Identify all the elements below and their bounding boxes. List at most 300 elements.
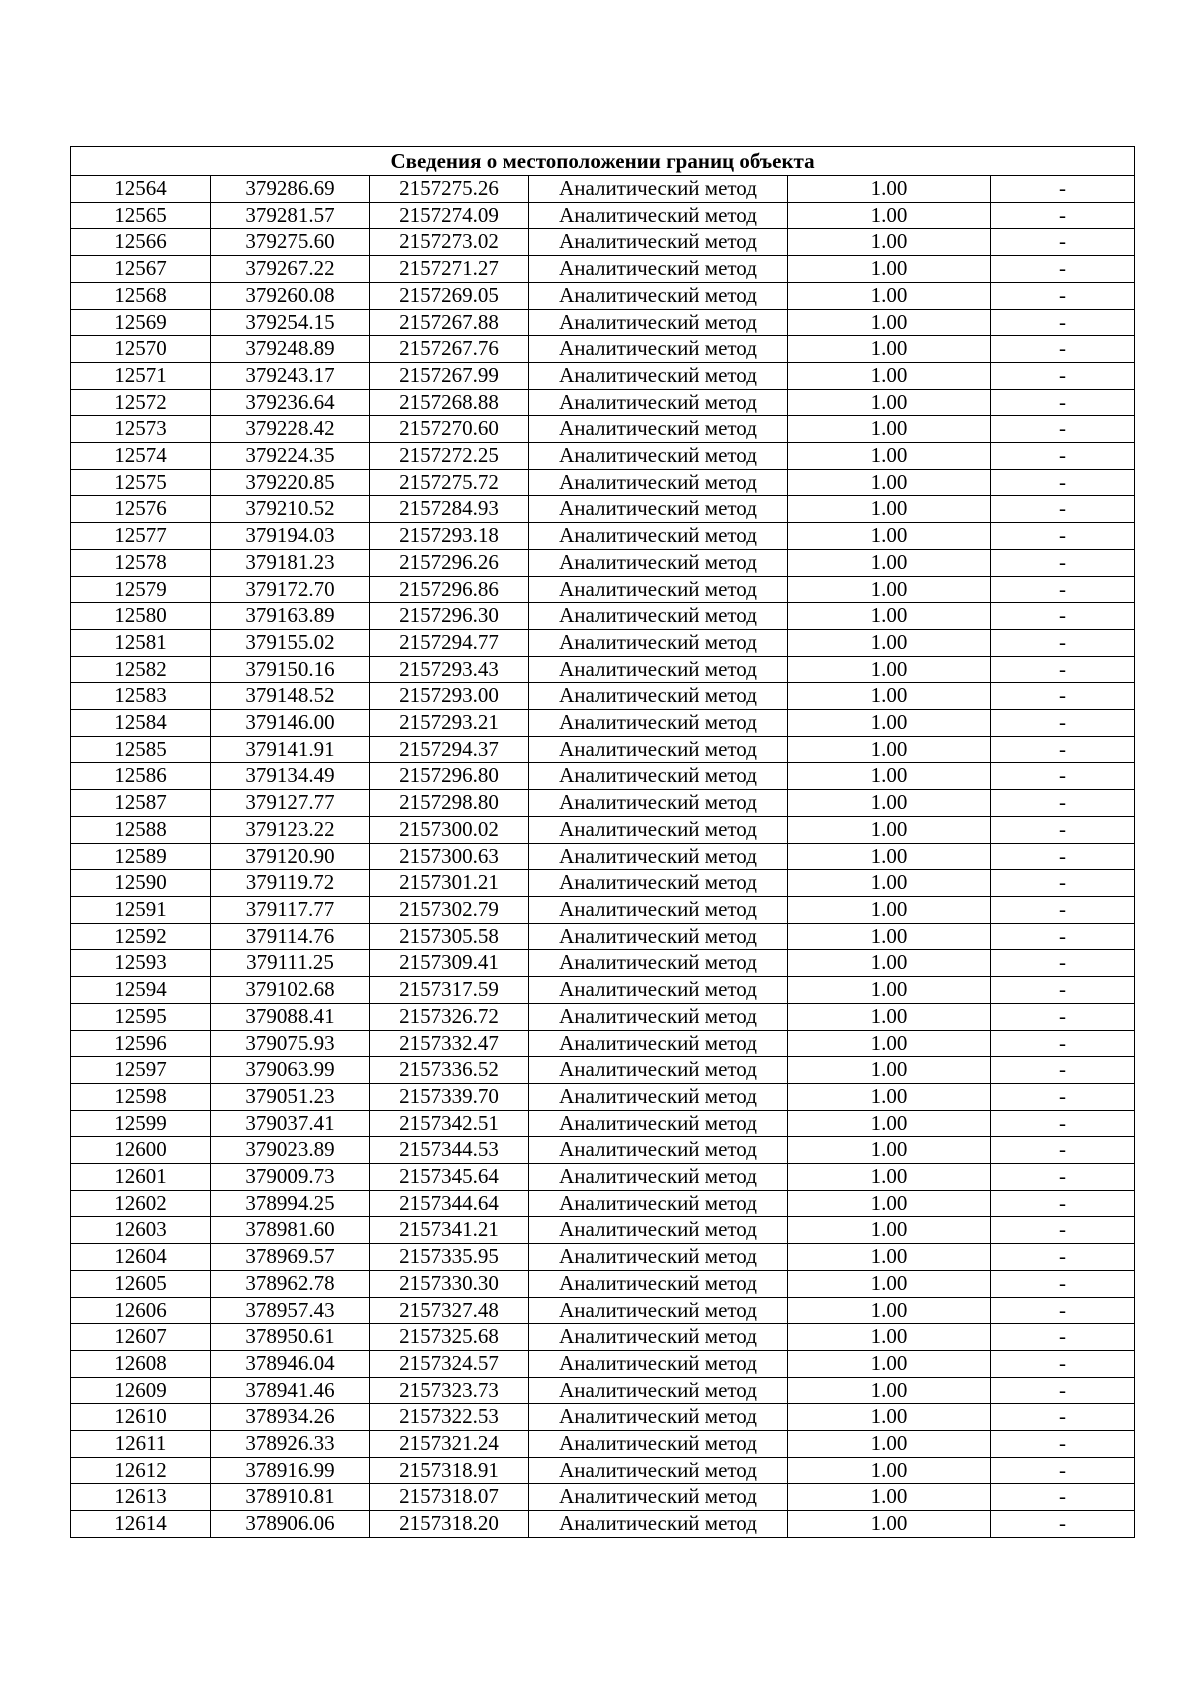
method-cell: Аналитический метод (529, 1404, 788, 1431)
accuracy-cell: 1.00 (788, 1511, 991, 1538)
x-coordinate-cell: 379210.52 (211, 496, 370, 523)
accuracy-cell: 1.00 (788, 896, 991, 923)
point-number-cell: 12609 (71, 1377, 211, 1404)
table-row (71, 1350, 1135, 1377)
point-number-cell: 12604 (71, 1244, 211, 1271)
table-row (71, 523, 1135, 550)
point-number-cell: 12582 (71, 656, 211, 683)
description-cell: - (991, 950, 1135, 977)
method-cell: Аналитический метод (529, 443, 788, 470)
y-coordinate-cell: 2157269.05 (370, 282, 529, 309)
y-coordinate-cell: 2157300.63 (370, 843, 529, 870)
description-cell: - (991, 1270, 1135, 1297)
x-coordinate-cell: 379267.22 (211, 256, 370, 283)
method-cell: Аналитический метод (529, 202, 788, 229)
x-coordinate-cell: 379075.93 (211, 1030, 370, 1057)
y-coordinate-cell: 2157318.20 (370, 1511, 529, 1538)
point-number-cell: 12593 (71, 950, 211, 977)
y-coordinate-cell: 2157272.25 (370, 443, 529, 470)
point-number-cell: 12588 (71, 816, 211, 843)
table-row (71, 496, 1135, 523)
method-cell: Аналитический метод (529, 1137, 788, 1164)
table-row (71, 790, 1135, 817)
table-row (71, 1324, 1135, 1351)
point-number-cell: 12613 (71, 1484, 211, 1511)
table-row (71, 1404, 1135, 1431)
x-coordinate-cell: 379141.91 (211, 736, 370, 763)
y-coordinate-cell: 2157294.37 (370, 736, 529, 763)
accuracy-cell: 1.00 (788, 1217, 991, 1244)
method-cell: Аналитический метод (529, 763, 788, 790)
method-cell: Аналитический метод (529, 656, 788, 683)
description-cell: - (991, 1244, 1135, 1271)
method-cell: Аналитический метод (529, 1057, 788, 1084)
point-number-cell: 12586 (71, 763, 211, 790)
description-cell: - (991, 790, 1135, 817)
method-cell: Аналитический метод (529, 843, 788, 870)
point-number-cell: 12581 (71, 629, 211, 656)
point-number-cell: 12597 (71, 1057, 211, 1084)
y-coordinate-cell: 2157321.24 (370, 1431, 529, 1458)
y-coordinate-cell: 2157345.64 (370, 1164, 529, 1191)
x-coordinate-cell: 379181.23 (211, 549, 370, 576)
x-coordinate-cell: 378934.26 (211, 1404, 370, 1431)
y-coordinate-cell: 2157332.47 (370, 1030, 529, 1057)
x-coordinate-cell: 379063.99 (211, 1057, 370, 1084)
table-row (71, 977, 1135, 1004)
point-number-cell: 12606 (71, 1297, 211, 1324)
table-row (71, 603, 1135, 630)
accuracy-cell: 1.00 (788, 603, 991, 630)
accuracy-cell: 1.00 (788, 256, 991, 283)
point-number-cell: 12566 (71, 229, 211, 256)
point-number-cell: 12564 (71, 176, 211, 203)
accuracy-cell: 1.00 (788, 736, 991, 763)
description-cell: - (991, 977, 1135, 1004)
description-cell: - (991, 549, 1135, 576)
method-cell: Аналитический метод (529, 576, 788, 603)
method-cell: Аналитический метод (529, 1350, 788, 1377)
accuracy-cell: 1.00 (788, 1377, 991, 1404)
y-coordinate-cell: 2157270.60 (370, 416, 529, 443)
point-number-cell: 12596 (71, 1030, 211, 1057)
table-row (71, 229, 1135, 256)
table-row (71, 1377, 1135, 1404)
description-cell: - (991, 1297, 1135, 1324)
description-cell: - (991, 1324, 1135, 1351)
point-number-cell: 12580 (71, 603, 211, 630)
x-coordinate-cell: 379224.35 (211, 443, 370, 470)
x-coordinate-cell: 378969.57 (211, 1244, 370, 1271)
description-cell: - (991, 763, 1135, 790)
description-cell: - (991, 176, 1135, 203)
table-row (71, 1297, 1135, 1324)
accuracy-cell: 1.00 (788, 1270, 991, 1297)
description-cell: - (991, 1110, 1135, 1137)
point-number-cell: 12599 (71, 1110, 211, 1137)
table-row (71, 202, 1135, 229)
description-cell: - (991, 1083, 1135, 1110)
method-cell: Аналитический метод (529, 523, 788, 550)
table-row (71, 1484, 1135, 1511)
accuracy-cell: 1.00 (788, 1457, 991, 1484)
description-cell: - (991, 923, 1135, 950)
y-coordinate-cell: 2157296.30 (370, 603, 529, 630)
point-number-cell: 12594 (71, 977, 211, 1004)
point-number-cell: 12576 (71, 496, 211, 523)
table-row (71, 1511, 1135, 1538)
method-cell: Аналитический метод (529, 710, 788, 737)
x-coordinate-cell: 379194.03 (211, 523, 370, 550)
table-row (71, 1270, 1135, 1297)
point-number-cell: 12611 (71, 1431, 211, 1458)
y-coordinate-cell: 2157341.21 (370, 1217, 529, 1244)
point-number-cell: 12614 (71, 1511, 211, 1538)
y-coordinate-cell: 2157267.76 (370, 336, 529, 363)
accuracy-cell: 1.00 (788, 1030, 991, 1057)
y-coordinate-cell: 2157273.02 (370, 229, 529, 256)
y-coordinate-cell: 2157318.07 (370, 1484, 529, 1511)
x-coordinate-cell: 378962.78 (211, 1270, 370, 1297)
description-cell: - (991, 1003, 1135, 1030)
method-cell: Аналитический метод (529, 790, 788, 817)
x-coordinate-cell: 378981.60 (211, 1217, 370, 1244)
description-cell: - (991, 1404, 1135, 1431)
x-coordinate-cell: 379150.16 (211, 656, 370, 683)
accuracy-cell: 1.00 (788, 202, 991, 229)
accuracy-cell: 1.00 (788, 950, 991, 977)
y-coordinate-cell: 2157268.88 (370, 389, 529, 416)
point-number-cell: 12608 (71, 1350, 211, 1377)
y-coordinate-cell: 2157293.43 (370, 656, 529, 683)
method-cell: Аналитический метод (529, 389, 788, 416)
description-cell: - (991, 229, 1135, 256)
method-cell: Аналитический метод (529, 1297, 788, 1324)
y-coordinate-cell: 2157322.53 (370, 1404, 529, 1431)
x-coordinate-cell: 379236.64 (211, 389, 370, 416)
point-number-cell: 12602 (71, 1190, 211, 1217)
point-number-cell: 12568 (71, 282, 211, 309)
accuracy-cell: 1.00 (788, 1190, 991, 1217)
point-number-cell: 12610 (71, 1404, 211, 1431)
table-row (71, 362, 1135, 389)
x-coordinate-cell: 379243.17 (211, 362, 370, 389)
x-coordinate-cell: 378950.61 (211, 1324, 370, 1351)
table-row (71, 1431, 1135, 1458)
method-cell: Аналитический метод (529, 1030, 788, 1057)
table-row (71, 816, 1135, 843)
table-row (71, 416, 1135, 443)
description-cell: - (991, 389, 1135, 416)
y-coordinate-cell: 2157300.02 (370, 816, 529, 843)
y-coordinate-cell: 2157298.80 (370, 790, 529, 817)
table-row (71, 629, 1135, 656)
table-row (71, 656, 1135, 683)
description-cell: - (991, 683, 1135, 710)
point-number-cell: 12607 (71, 1324, 211, 1351)
method-cell: Аналитический метод (529, 629, 788, 656)
description-cell: - (991, 1431, 1135, 1458)
method-cell: Аналитический метод (529, 736, 788, 763)
method-cell: Аналитический метод (529, 683, 788, 710)
point-number-cell: 12590 (71, 870, 211, 897)
point-number-cell: 12592 (71, 923, 211, 950)
x-coordinate-cell: 379228.42 (211, 416, 370, 443)
accuracy-cell: 1.00 (788, 1164, 991, 1191)
method-cell: Аналитический метод (529, 603, 788, 630)
table-row (71, 896, 1135, 923)
point-number-cell: 12600 (71, 1137, 211, 1164)
y-coordinate-cell: 2157324.57 (370, 1350, 529, 1377)
accuracy-cell: 1.00 (788, 1484, 991, 1511)
method-cell: Аналитический метод (529, 496, 788, 523)
accuracy-cell: 1.00 (788, 1083, 991, 1110)
point-number-cell: 12567 (71, 256, 211, 283)
table-row (71, 1110, 1135, 1137)
table-row (71, 309, 1135, 336)
table-row (71, 1244, 1135, 1271)
x-coordinate-cell: 379120.90 (211, 843, 370, 870)
y-coordinate-cell: 2157342.51 (370, 1110, 529, 1137)
x-coordinate-cell: 379148.52 (211, 683, 370, 710)
accuracy-cell: 1.00 (788, 1297, 991, 1324)
y-coordinate-cell: 2157336.52 (370, 1057, 529, 1084)
method-cell: Аналитический метод (529, 256, 788, 283)
y-coordinate-cell: 2157309.41 (370, 950, 529, 977)
y-coordinate-cell: 2157271.27 (370, 256, 529, 283)
point-number-cell: 12570 (71, 336, 211, 363)
method-cell: Аналитический метод (529, 362, 788, 389)
accuracy-cell: 1.00 (788, 710, 991, 737)
method-cell: Аналитический метод (529, 1484, 788, 1511)
point-number-cell: 12584 (71, 710, 211, 737)
description-cell: - (991, 736, 1135, 763)
method-cell: Аналитический метод (529, 309, 788, 336)
table-row (71, 923, 1135, 950)
method-cell: Аналитический метод (529, 469, 788, 496)
x-coordinate-cell: 379023.89 (211, 1137, 370, 1164)
method-cell: Аналитический метод (529, 549, 788, 576)
table-row (71, 1057, 1135, 1084)
accuracy-cell: 1.00 (788, 416, 991, 443)
method-cell: Аналитический метод (529, 1164, 788, 1191)
y-coordinate-cell: 2157284.93 (370, 496, 529, 523)
table-row (71, 870, 1135, 897)
method-cell: Аналитический метод (529, 1190, 788, 1217)
accuracy-cell: 1.00 (788, 549, 991, 576)
y-coordinate-cell: 2157323.73 (370, 1377, 529, 1404)
accuracy-cell: 1.00 (788, 443, 991, 470)
description-cell: - (991, 523, 1135, 550)
x-coordinate-cell: 379260.08 (211, 282, 370, 309)
description-cell: - (991, 1350, 1135, 1377)
point-number-cell: 12579 (71, 576, 211, 603)
x-coordinate-cell: 379127.77 (211, 790, 370, 817)
accuracy-cell: 1.00 (788, 1404, 991, 1431)
y-coordinate-cell: 2157296.80 (370, 763, 529, 790)
description-cell: - (991, 1484, 1135, 1511)
description-cell: - (991, 1137, 1135, 1164)
x-coordinate-cell: 379119.72 (211, 870, 370, 897)
table-row (71, 389, 1135, 416)
x-coordinate-cell: 378994.25 (211, 1190, 370, 1217)
description-cell: - (991, 1217, 1135, 1244)
accuracy-cell: 1.00 (788, 1431, 991, 1458)
point-number-cell: 12569 (71, 309, 211, 336)
accuracy-cell: 1.00 (788, 977, 991, 1004)
table-row (71, 176, 1135, 203)
point-number-cell: 12575 (71, 469, 211, 496)
point-number-cell: 12577 (71, 523, 211, 550)
table-row (71, 576, 1135, 603)
table-row (71, 950, 1135, 977)
x-coordinate-cell: 379088.41 (211, 1003, 370, 1030)
accuracy-cell: 1.00 (788, 763, 991, 790)
point-number-cell: 12598 (71, 1083, 211, 1110)
table-row (71, 1083, 1135, 1110)
y-coordinate-cell: 2157296.86 (370, 576, 529, 603)
method-cell: Аналитический метод (529, 923, 788, 950)
description-cell: - (991, 603, 1135, 630)
accuracy-cell: 1.00 (788, 576, 991, 603)
x-coordinate-cell: 379051.23 (211, 1083, 370, 1110)
description-cell: - (991, 710, 1135, 737)
y-coordinate-cell: 2157335.95 (370, 1244, 529, 1271)
y-coordinate-cell: 2157294.77 (370, 629, 529, 656)
method-cell: Аналитический метод (529, 977, 788, 1004)
point-number-cell: 12595 (71, 1003, 211, 1030)
point-number-cell: 12585 (71, 736, 211, 763)
method-cell: Аналитический метод (529, 1511, 788, 1538)
description-cell: - (991, 336, 1135, 363)
y-coordinate-cell: 2157327.48 (370, 1297, 529, 1324)
description-cell: - (991, 282, 1135, 309)
accuracy-cell: 1.00 (788, 683, 991, 710)
y-coordinate-cell: 2157325.68 (370, 1324, 529, 1351)
y-coordinate-cell: 2157293.21 (370, 710, 529, 737)
description-cell: - (991, 1457, 1135, 1484)
accuracy-cell: 1.00 (788, 389, 991, 416)
table-body (71, 147, 1135, 1538)
table-row (71, 282, 1135, 309)
x-coordinate-cell: 379286.69 (211, 176, 370, 203)
x-coordinate-cell: 379037.41 (211, 1110, 370, 1137)
description-cell: - (991, 1057, 1135, 1084)
method-cell: Аналитический метод (529, 336, 788, 363)
accuracy-cell: 1.00 (788, 1137, 991, 1164)
description-cell: - (991, 309, 1135, 336)
point-number-cell: 12565 (71, 202, 211, 229)
method-cell: Аналитический метод (529, 1244, 788, 1271)
method-cell: Аналитический метод (529, 1083, 788, 1110)
accuracy-cell: 1.00 (788, 362, 991, 389)
point-number-cell: 12601 (71, 1164, 211, 1191)
x-coordinate-cell: 379114.76 (211, 923, 370, 950)
table-row (71, 443, 1135, 470)
accuracy-cell: 1.00 (788, 629, 991, 656)
method-cell: Аналитический метод (529, 1431, 788, 1458)
method-cell: Аналитический метод (529, 416, 788, 443)
x-coordinate-cell: 379163.89 (211, 603, 370, 630)
method-cell: Аналитический метод (529, 1457, 788, 1484)
accuracy-cell: 1.00 (788, 816, 991, 843)
point-number-cell: 12612 (71, 1457, 211, 1484)
description-cell: - (991, 469, 1135, 496)
description-cell: - (991, 843, 1135, 870)
point-number-cell: 12605 (71, 1270, 211, 1297)
method-cell: Аналитический метод (529, 870, 788, 897)
description-cell: - (991, 656, 1135, 683)
x-coordinate-cell: 379220.85 (211, 469, 370, 496)
accuracy-cell: 1.00 (788, 496, 991, 523)
table-row (71, 256, 1135, 283)
table-row (71, 763, 1135, 790)
x-coordinate-cell: 378941.46 (211, 1377, 370, 1404)
table-row (71, 736, 1135, 763)
x-coordinate-cell: 379248.89 (211, 336, 370, 363)
point-number-cell: 12573 (71, 416, 211, 443)
x-coordinate-cell: 379123.22 (211, 816, 370, 843)
y-coordinate-cell: 2157293.18 (370, 523, 529, 550)
method-cell: Аналитический метод (529, 176, 788, 203)
table-title: Сведения о местоположении границ объекта (71, 147, 1135, 176)
table-row (71, 683, 1135, 710)
y-coordinate-cell: 2157274.09 (370, 202, 529, 229)
accuracy-cell: 1.00 (788, 790, 991, 817)
y-coordinate-cell: 2157296.26 (370, 549, 529, 576)
description-cell: - (991, 202, 1135, 229)
point-number-cell: 12591 (71, 896, 211, 923)
method-cell: Аналитический метод (529, 1003, 788, 1030)
point-number-cell: 12578 (71, 549, 211, 576)
y-coordinate-cell: 2157301.21 (370, 870, 529, 897)
x-coordinate-cell: 379117.77 (211, 896, 370, 923)
description-cell: - (991, 416, 1135, 443)
accuracy-cell: 1.00 (788, 656, 991, 683)
accuracy-cell: 1.00 (788, 282, 991, 309)
y-coordinate-cell: 2157267.99 (370, 362, 529, 389)
y-coordinate-cell: 2157317.59 (370, 977, 529, 1004)
method-cell: Аналитический метод (529, 1377, 788, 1404)
y-coordinate-cell: 2157293.00 (370, 683, 529, 710)
table-row (71, 1164, 1135, 1191)
accuracy-cell: 1.00 (788, 1003, 991, 1030)
accuracy-cell: 1.00 (788, 843, 991, 870)
x-coordinate-cell: 379281.57 (211, 202, 370, 229)
method-cell: Аналитический метод (529, 1324, 788, 1351)
table-row (71, 469, 1135, 496)
x-coordinate-cell: 379155.02 (211, 629, 370, 656)
x-coordinate-cell: 379146.00 (211, 710, 370, 737)
y-coordinate-cell: 2157326.72 (370, 1003, 529, 1030)
description-cell: - (991, 1377, 1135, 1404)
y-coordinate-cell: 2157302.79 (370, 896, 529, 923)
method-cell: Аналитический метод (529, 282, 788, 309)
y-coordinate-cell: 2157339.70 (370, 1083, 529, 1110)
method-cell: Аналитический метод (529, 1110, 788, 1137)
table-row (71, 549, 1135, 576)
x-coordinate-cell: 378946.04 (211, 1350, 370, 1377)
x-coordinate-cell: 379172.70 (211, 576, 370, 603)
method-cell: Аналитический метод (529, 896, 788, 923)
point-number-cell: 12583 (71, 683, 211, 710)
x-coordinate-cell: 378957.43 (211, 1297, 370, 1324)
table-row (71, 336, 1135, 363)
method-cell: Аналитический метод (529, 950, 788, 977)
description-cell: - (991, 443, 1135, 470)
boundary-coordinates-table (70, 146, 1135, 1538)
description-cell: - (991, 896, 1135, 923)
